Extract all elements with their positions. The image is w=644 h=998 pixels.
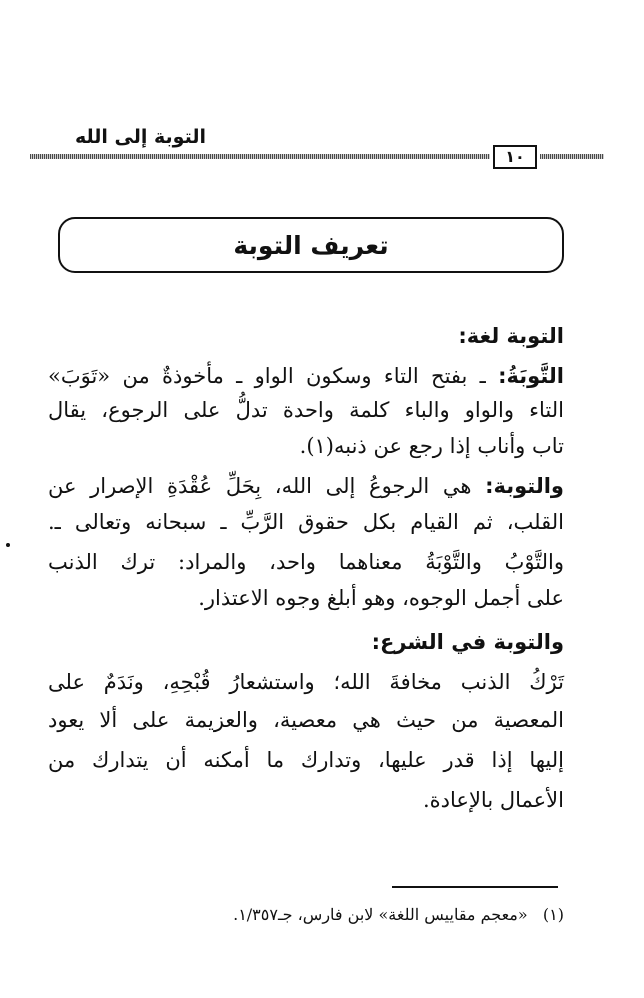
footnote — [150, 898, 564, 932]
line-text: على أجمل الوجوه، وهو أبلغ وجوه الاعتذار. — [198, 586, 564, 610]
line-text: الأعمال بالإعادة. — [423, 788, 564, 812]
body-line — [48, 576, 564, 620]
running-header-title: التوبة إلى الله — [75, 126, 206, 148]
footnote-text: «معجم مقاييس اللغة» لابن فارس، جـ١/٣٥٧. — [233, 905, 528, 924]
header-rule-right — [540, 154, 604, 159]
line-text: هي الرجوعُ إلى الله، بِحَلِّ عُقْدَةِ الإصرار عن — [48, 474, 486, 498]
line-text: تَرْكُ الذنب مخافةَ الله؛ واستشعارُ قُبْحِهِ، ونَدَمٌ على — [48, 670, 564, 694]
body-line — [48, 698, 564, 742]
body-line — [48, 500, 564, 544]
term-label: والتوبة: — [485, 474, 564, 498]
body-line — [48, 424, 564, 468]
header-rule — [30, 154, 490, 159]
body-line — [48, 778, 564, 822]
line-text: التاء والواو والباء كلمة واحدة تدلُّ على الرجوع، يقال — [48, 398, 564, 422]
margin-dot — [6, 543, 10, 547]
line-text: إليها إذا قدر عليها، وتدارك ما أمكنه أن يتدارك من — [48, 748, 564, 772]
footnote-rule — [392, 886, 558, 888]
line-text: والتَّوْبُ والتَّوْبَةُ معناهما واحد، والمراد: ترك الذنب — [48, 550, 564, 574]
subheading-text: والتوبة في الشرع: — [371, 630, 564, 654]
footnote-marker: (١) — [542, 905, 564, 924]
body-line — [48, 738, 564, 782]
page-number: ١٠ — [493, 145, 537, 169]
line-text: المعصية من حيث هي معصية، والعزيمة على ألا يعود — [48, 708, 564, 732]
subheading-linguistic — [48, 314, 564, 358]
section-title: تعريف التوبة — [233, 231, 389, 260]
line-text: تاب وأناب إذا رجع عن ذنبه(١). — [299, 434, 564, 458]
line-text: القلب، ثم القيام بكل حقوق الرَّبِّ ـ سبحانه وتعالى ـ. — [48, 510, 564, 534]
subheading-sharia — [48, 620, 564, 664]
term-label: التَّوبَةُ: — [498, 364, 564, 388]
subheading-text: التوبة لغة: — [458, 324, 564, 348]
line-text: ـ بفتح التاء وسكون الواو ـ مأخوذةٌ من «تَوَبَ» — [48, 364, 499, 388]
